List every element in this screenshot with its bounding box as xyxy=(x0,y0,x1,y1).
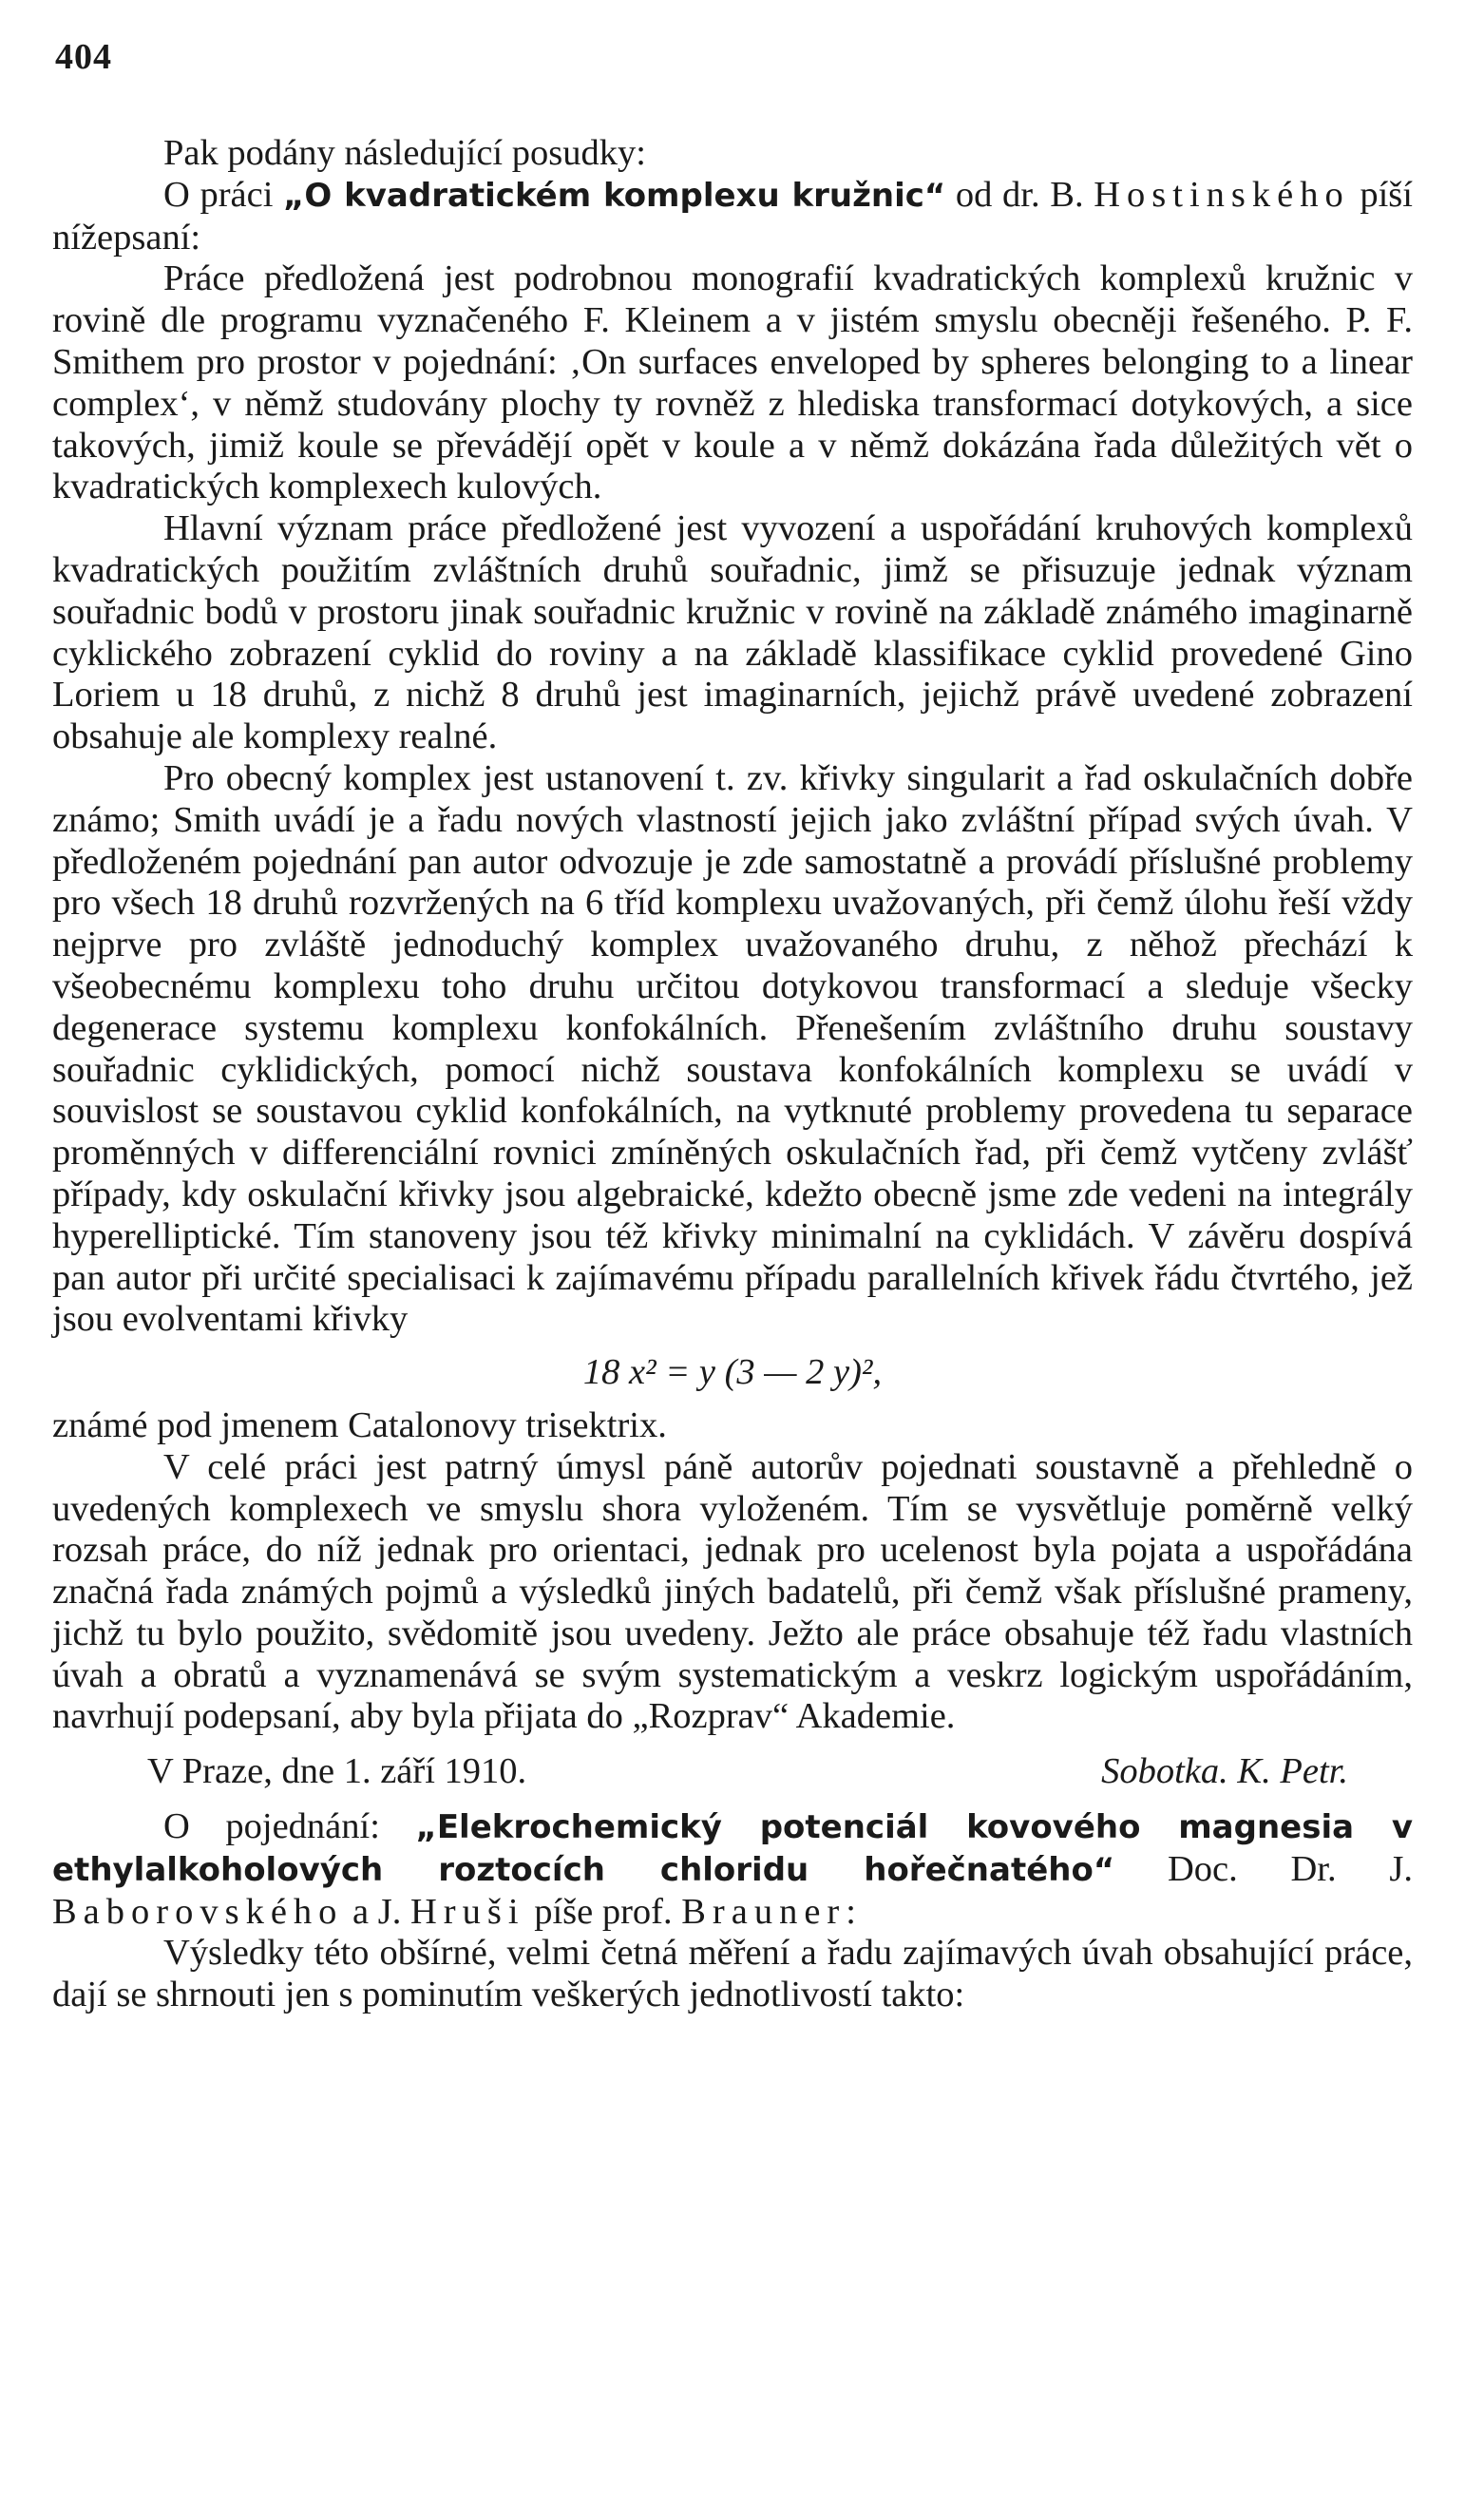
review2-lead-a: O pojednání: xyxy=(163,1806,416,1847)
review1-paragraph-4: známé pod jmenem Catalonovy trisektrix. xyxy=(52,1404,667,1445)
review1-lead-c: píší nížepsaní: xyxy=(52,174,1413,258)
review1-work-title: „O kvadratickém komplexu kružnic“ xyxy=(283,176,946,215)
review2-colon: : xyxy=(846,1891,856,1932)
review1-paragraph-3: Pro obecný komplex jest ustanovení t. zv. křivky singularit a řad oskulačních dobře známo; Smith uvádí je a řadu nových vlastností jejich jako zvláštní případ svých úvah. V předloženém pojednání pan autor odvozuje je zde samostatně a provádí příslušné problemy pro všech 18 druhů rozvržených na 6 tříd komplexu uvažovaných, při čemž úlohu řeší vždy nejprve pro zvláště jednoduchý komplex uvažovaného druhu, z něhož přechází k všeobecnému komplexu toho druhu určitou dotykovou transformací a sleduje všecky degenerace systemu komplexu konfokálních. Přenešením zvláštního druhu soustavy souřadnic cyklidických, pomocí nichž soustava konfokálních komplexu se uvádí v souvislost se soustavou cyklid konfokálních, na vytknuté problemy provedena tu separace proměnných v differenciální rovnici zmíněných oskulačních řad, při čemž vytčeny zvlášť případy, kdy oskulační křivky jsou algebraické, kdežto obecně jsme zde vedeni na integrály hyperelliptické. Tím stanoveny jsou též křivky minimalní na cyklidách. V závěru dospívá pan autor při určité specialisaci k zajímavému případu parallelních křivek řádu čtvrtého, jež jsou evolventami křivky xyxy=(52,757,1413,1340)
review1-paragraph-1: Práce předložená jest podrobnou monografií kvadratických komplexů kružnic v rovině dle programu vyznačeného F. Kleinem a v jistém smyslu obecněji řešeného. P. F. Smithem pro prostor v pojednání: ‚On surfaces enveloped by spheres belonging to a linear complex‘, v němž studovány plochy ty rovněž z hlediska transformací dotykových, a sice takových, jimiž koule se převádějí opět v koule a v němž dokázána řada důležitých vět o kvadratických komplexech kulových. xyxy=(52,258,1413,507)
review1-lead-a: O práci xyxy=(163,174,284,215)
review2-author-2: Hruši xyxy=(410,1891,525,1932)
signature-line xyxy=(52,1751,1413,1793)
review2-work-title: „Elekrochemický potenciál kovového magnesia v ethylalkoholových roztocích chloridu hořečnatého“ xyxy=(52,1808,1413,1889)
review1-heading xyxy=(52,175,1413,259)
review1-paragraph-2: Hlavní význam práce předložené jest vyvození a uspořádání kruhových komplexů kvadratických použitím zvláštních druhů souřadnic, jimž se přisuzuje jednak význam souřadnic bodů v prostoru jinak souřadnic kružnic v rovině na základě známého imaginarně cyklického zobrazení cyklid do roviny a na základě klassifikace cyklid provedené Gino Loriem u 18 druhů, z nichž 8 druhů jest imaginarních, jejichž právě uvedené zobrazení obsahuje ale komplexy realné. xyxy=(52,508,1413,757)
review2-author-1: Baborovského xyxy=(52,1891,344,1932)
section-intro: Pak podány následující posudky: xyxy=(163,133,646,173)
review2-paragraph-1: Výsledky této obšírné, velmi četná měření a řadu zajímavých úvah obsahující práce, dají se shrnouti jen s pominutím veškerých jednotlivostí takto: xyxy=(52,1933,1413,2015)
review1-paragraph-5: V celé práci jest patrný úmysl páně autorův pojednati soustavně a přehledně o uvedených komplexech ve smyslu shora vyloženém. Tím se vysvětluje poměrně velký rozsah práce, do níž jednak pro orientaci, jednak pro ucelenost byla pojata a uspořádána značná řada známých pojmů a výsledků jiných badatelů, při čemž však příslušné prameny, jichž tu bylo použito, svědomitě jsou uvedeny. Ježto ale práce obsahuje též řadu vlastních úvah a obratů a vyznamenává se svým systematickým a veskrz logickým uspořádáním, navrhují podepsaní, aby byla přijata do „Rozprav“ Akademie. xyxy=(52,1446,1413,1737)
review2-lead-c: píše prof. xyxy=(524,1891,682,1932)
review2-reviewer: Brauner xyxy=(681,1891,847,1932)
formula: 18 x² = y (3 — 2 y)², xyxy=(582,1352,883,1393)
page-body xyxy=(52,133,1413,2016)
review1-author: Hostinského xyxy=(1094,174,1350,215)
signatures: Sobotka. K. Petr. xyxy=(1101,1751,1348,1792)
review2-heading xyxy=(52,1806,1413,1933)
place-date: V Praze, dne 1. září 1910. xyxy=(147,1751,527,1792)
review1-lead-b: od dr. B. xyxy=(945,174,1094,215)
review2-and: a J. xyxy=(343,1891,410,1932)
page-number: 404 xyxy=(55,37,112,77)
review2-lead-b: Doc. Dr. J. xyxy=(1114,1848,1413,1889)
